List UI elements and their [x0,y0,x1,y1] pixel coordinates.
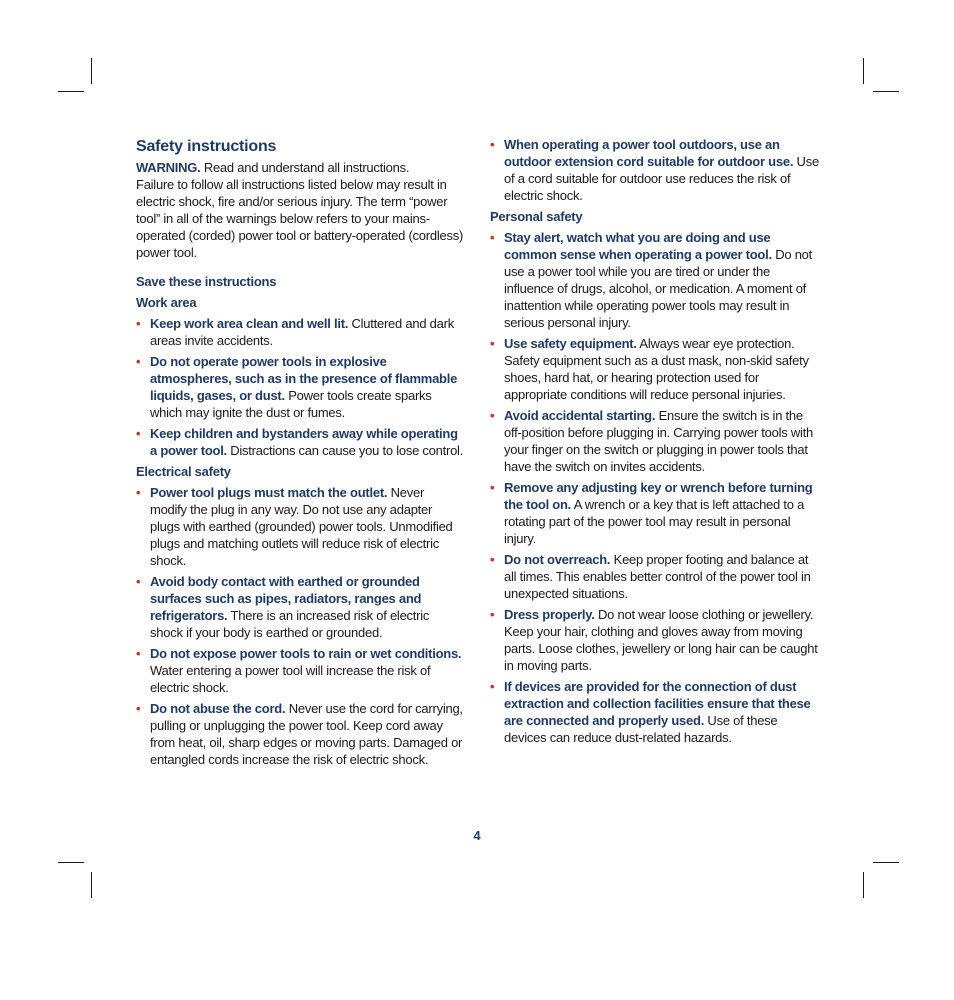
work-area-list [136,315,464,459]
item-text: Keep proper footing and balance at all times. This enables better control of the power tool in unexpected situations. [504,552,811,601]
item-bold: Do not abuse the cord. [150,701,286,716]
bullet-icon: • [490,408,495,423]
bullet-icon: • [490,480,495,495]
crop-mark [91,872,92,898]
item-bold: Do not overreach. [504,552,611,567]
list-item [490,551,820,602]
list-item [136,353,464,421]
list-item [136,573,464,641]
crop-mark [873,91,899,92]
warning-label: WARNING. [136,160,201,175]
item-text: Water entering a power tool will increase the risk of electric shock. [150,663,431,695]
item-bold: When operating a power tool outdoors, use an outdoor extension cord suitable for outdoor use. [504,137,794,169]
right-column [490,136,820,750]
list-item [490,678,820,746]
list-item [136,700,464,768]
item-text: Cluttered and dark areas invite accidents. [150,316,454,348]
item-bold: Stay alert, watch what you are doing and use common sense when operating a power tool. [504,230,772,262]
list-item [136,315,464,349]
warning-paragraph [136,159,464,176]
electrical-safety-list [136,484,464,768]
list-item [490,335,820,403]
list-item [490,606,820,674]
item-text: Distractions can cause you to lose control. [226,443,464,458]
outdoor-list [490,136,820,204]
list-item [136,484,464,569]
item-bold: Keep work area clean and well lit. [150,316,349,331]
item-bold: Dress properly. [504,607,595,622]
item-bold: Remove any adjusting key or wrench before turning the tool on. [504,480,813,512]
list-item [490,229,820,331]
item-text: Use of these devices can reduce dust-related hazards. [504,713,778,745]
personal-safety-heading: Personal safety [490,209,583,224]
item-text: Use of a cord suitable for outdoor use reduces the risk of electric shock. [504,154,819,203]
crop-mark [863,872,864,898]
bullet-icon: • [136,426,141,441]
item-bold: Do not expose power tools to rain or wet conditions. [150,646,462,661]
bullet-icon: • [136,574,141,589]
crop-mark [863,58,864,84]
item-text: Ensure the switch is in the off-position before plugging in. Carrying power tools with your finger on the switch or plugging in power tools that have the switch on invites accidents. [504,408,813,474]
personal-safety-list [490,229,820,746]
bullet-icon: • [490,552,495,567]
item-text: Never use the cord for carrying, pulling or unplugging the power tool. Keep cord away from heat, oil, sharp edges or moving parts. Damaged or entangled cords increase the risk of electric shock. [150,701,463,767]
intro-paragraph: Failure to follow all instructions listed below may result in electric shock, fire and/or serious injury. The term “power tool” in all of the warnings below refers to your mains-operated (corded) power tool or battery-operated (cordless) power tool. [136,177,464,260]
bullet-icon: • [490,336,495,351]
list-item [490,407,820,475]
list-item [490,479,820,547]
crop-mark [91,58,92,84]
bullet-icon: • [136,354,141,369]
warning-text: Read and understand all instructions. [200,160,410,175]
list-item [136,425,464,459]
bullet-icon: • [490,230,495,245]
list-item [490,136,820,204]
left-column [136,136,464,772]
item-text: Never modify the plug in any way. Do not use any adapter plugs with earthed (grounded) power tools. Unmodified plugs and matching outlets will reduce risk of electric shock. [150,485,453,568]
item-text: There is an increased risk of electric shock if your body is earthed or grounded. [150,608,430,640]
item-bold: Keep children and bystanders away while operating a power tool. [150,426,458,458]
work-area-heading: Work area [136,295,197,310]
page-title: Safety instructions [136,138,277,155]
item-bold: Do not operate power tools in explosive atmospheres, such as in the presence of flammable liquids, gases, or dust. [150,354,458,403]
list-item [136,645,464,696]
page-number: 4 [473,828,481,843]
bullet-icon: • [490,137,495,152]
item-text: Always wear eye protection. Safety equipment such as a dust mask, non-skid safety shoes, hard hat, or hearing protection used for appropriate conditions will reduce personal injuries. [504,336,809,402]
crop-mark [58,862,84,863]
item-bold: Power tool plugs must match the outlet. [150,485,388,500]
crop-mark [58,91,84,92]
bullet-icon: • [136,701,141,716]
bullet-icon: • [136,646,141,661]
item-text: Do not use a power tool while you are tired or under the influence of drugs, alcohol, or medication. A moment of inattention while operating power tools may result in serious personal injury. [504,247,813,330]
item-text: Do not wear loose clothing or jewellery. Keep your hair, clothing and gloves away from moving parts. Loose clothes, jewellery or long hair can be caught in moving parts. [504,607,818,673]
crop-mark [873,862,899,863]
bullet-icon: • [136,485,141,500]
item-bold: Use safety equipment. [504,336,637,351]
item-text: A wrench or a key that is left attached to a rotating part of the power tool may result in personal injury. [504,497,805,546]
bullet-icon: • [136,316,141,331]
item-text: Power tools create sparks which may ignite the dust or fumes. [150,388,432,420]
item-bold: If devices are provided for the connection of dust extraction and collection facilities ensure that these are connected and properly used. [504,679,811,728]
save-instructions-heading: Save these instructions [136,274,277,289]
item-bold: Avoid body contact with earthed or grounded surfaces such as pipes, radiators, ranges and refrigerators. [150,574,422,623]
item-bold: Avoid accidental starting. [504,408,656,423]
bullet-icon: • [490,607,495,622]
electrical-safety-heading: Electrical safety [136,464,231,479]
bullet-icon: • [490,679,495,694]
